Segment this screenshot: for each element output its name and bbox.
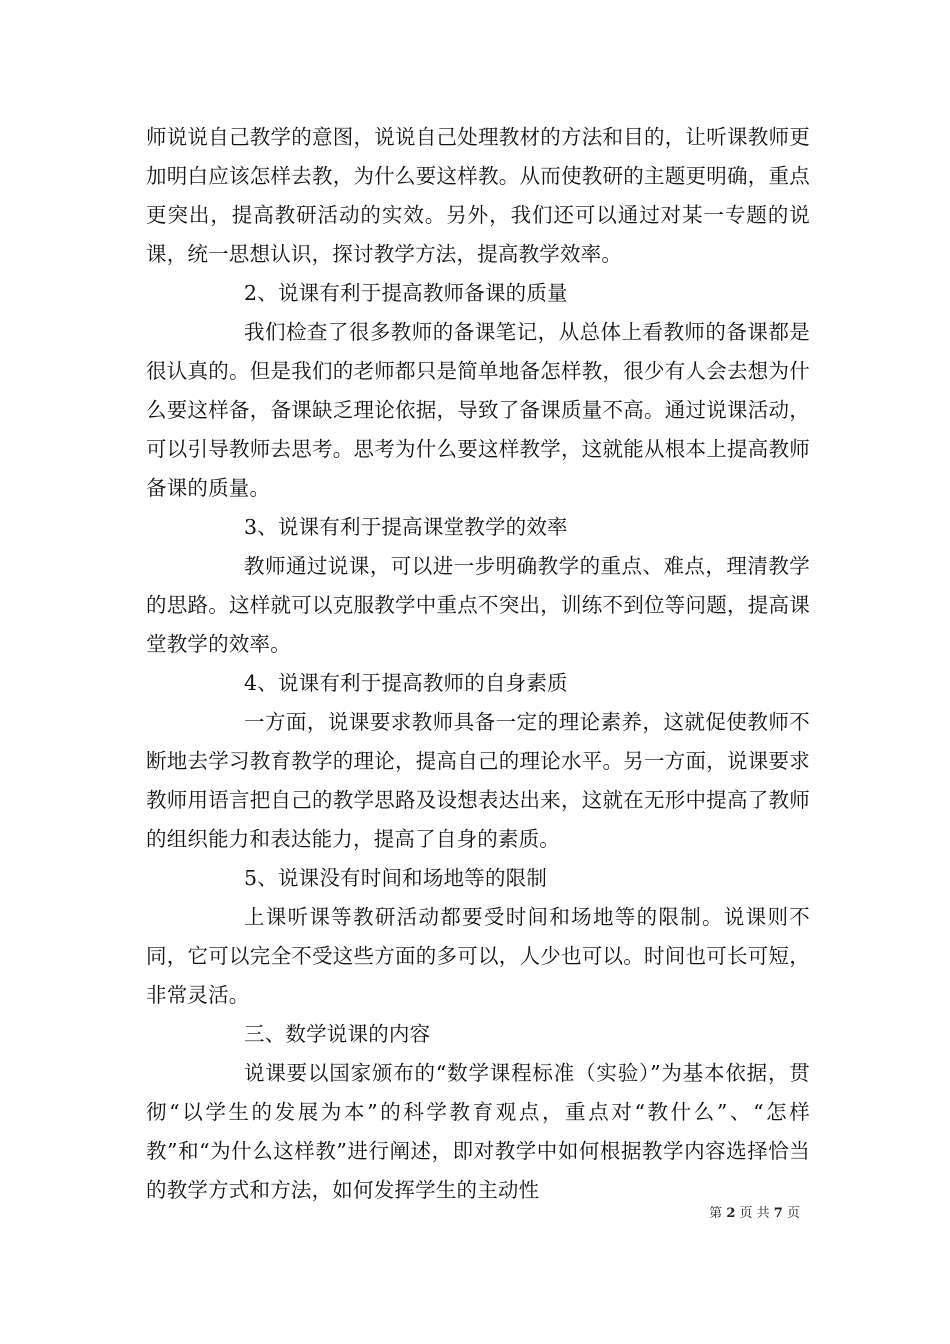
footer-middle: 页 共 [739, 1206, 770, 1221]
footer-suffix: 页 [786, 1206, 800, 1221]
section-heading-4: 4、说课有利于提高教师的自身素质 [244, 671, 568, 695]
paragraph-body: 说课要以国家颁布的“数学课程标准（实验）”为基本依据，贯彻“以学生的发展为本”的科学教育观点，重点对“教什么”、“怎样教”和“为什么这样教”进行阐述，即对教学中如何根据教学内容选择恰当的教学方式和方法，如何发挥学生的主动性 [146, 1061, 810, 1202]
paragraph-body: 教师通过说课，可以进一步明确教学的重点、难点，理清教学的思路。这样就可以克服教学中重点不突出，训练不到位等问题，提高课堂教学的效率。 [146, 554, 810, 656]
section-heading-3: 3、说课有利于提高课堂教学的效率 [244, 515, 568, 539]
paragraph-body: 上课听课等教研活动都要受时间和场地等的限制。说课则不同，它可以完全不受这些方面的多可以，人少也可以。时间也可长可短，非常灵活。 [146, 905, 810, 1007]
paragraph-continuation: 师说说自己教学的意图，说说自己处理教材的方法和目的，让听课教师更加明白应该怎样去教，为什么要这样教。从而使教研的主题更明确，重点更突出，提高教研活动的实效。另外，我们还可以通过对某一专题的说课，统一思想认识，探讨教学方法，提高教学效率。 [146, 125, 810, 266]
page-footer [709, 1206, 800, 1222]
paragraph-body: 我们检查了很多教师的备课笔记，从总体上看教师的备课都是很认真的。但是我们的老师都只是简单地备怎样教，很少有人会去想为什么要这样备，备课缺乏理论依据，导致了备课质量不高。通过说课活动，可以引导教师去思考。思考为什么要这样教学，这就能从根本上提高教师备课的质量。 [146, 320, 810, 500]
paragraph-body: 一方面，说课要求教师具备一定的理论素养，这就促使教师不断地去学习教育教学的理论，提高自己的理论水平。另一方面，说课要求教师用语言把自己的教学思路及设想表达出来，这就在无形中提高了教师的组织能力和表达能力，提高了自身的素质。 [146, 710, 810, 851]
section-heading-2: 2、说课有利于提高教师备课的质量 [244, 281, 568, 305]
section-heading-three: 三、数学说课的内容 [244, 1022, 431, 1046]
footer-prefix: 第 [709, 1206, 723, 1221]
document-body [146, 118, 810, 1210]
footer-total-pages: 7 [773, 1206, 783, 1221]
footer-current-page: 2 [726, 1206, 736, 1221]
section-heading-5: 5、说课没有时间和场地等的限制 [244, 866, 548, 890]
